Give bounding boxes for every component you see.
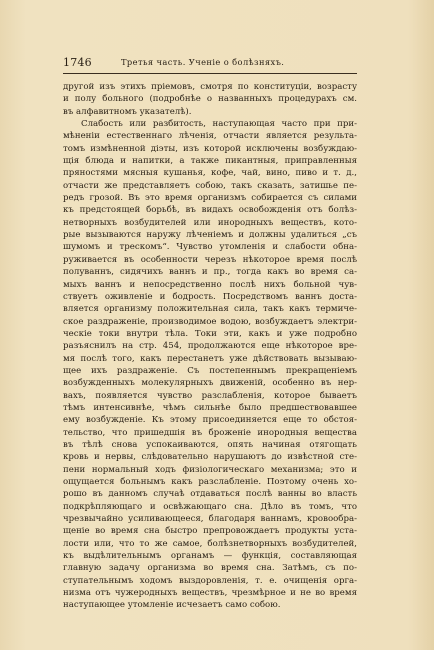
text-line: тельство, что пришедшія въ броженіе инородныя вещества [63, 427, 357, 438]
text-line: главную задачу организма во время сна. Затѣмъ, съ по- [63, 563, 357, 574]
text-line: ему возбужденіе. Къ этому присоединяется еще то обстоя- [63, 415, 357, 426]
text-line: наступающее утомленіе исчезаетъ само собою. [63, 600, 281, 611]
text-line: возбужденныхъ молекулярныхъ движеній, особенно въ нер- [63, 378, 357, 389]
text-line: ощущается больнымъ какъ разслабленіе. Поэтому очень хо- [63, 477, 357, 487]
text-line: низма отъ чужеродныхъ веществъ, чрезмѣрное и не во время [63, 588, 357, 599]
text-line: мыхъ ваннъ и непосредственно послѣ нихъ больной чув- [63, 279, 357, 290]
text-line: ческіе токи внутри тѣла. Токи эти, какъ и уже подробно [63, 328, 357, 339]
text-line: вляется организму положительная сила, такъ какъ термиче- [63, 304, 357, 315]
header-rule [63, 73, 357, 74]
text-line: вахъ, появляется чувство разслабленія, которое бываетъ [63, 390, 357, 401]
text-line: къ предстоящей борьбѣ, въ видахъ освобожденія отъ болѣз- [63, 205, 357, 216]
page-number: 1746 [63, 56, 92, 69]
text-line: тѣмъ интенсивнѣе, чѣмъ сильнѣе было предшествовавшее [63, 402, 357, 413]
text-line: въ тѣлѣ снова успокаиваются, опять начиная отягощать [63, 439, 357, 450]
text-line: нетворныхъ возбудителей или инородныхъ веществъ, кото- [63, 217, 357, 228]
text-line: щее ихъ раздраженіе. Съ постепеннымъ прекращеніемъ [63, 365, 357, 376]
text-line: къ выдѣлительнымъ органамъ — функція, составляющая [63, 551, 357, 562]
text-line: щеніе во время сна быстро препровождаетъ продукты уста- [63, 526, 357, 537]
page-header [63, 56, 355, 70]
text-line: рошо въ данномъ случаѣ отдаваться послѣ ванны во власть [63, 489, 357, 500]
text-line: лости или, что то же самое, болѣзнетворныхъ возбудителей, [63, 538, 357, 549]
text-line: ствуетъ оживленіе и бодрость. Посредствомъ ваннъ доста- [63, 291, 357, 302]
text-line: томъ измѣненной діэты, изъ которой исключены возбуждаю- [63, 143, 357, 154]
text-line: въ алфавитномъ указателѣ). [63, 106, 192, 117]
text-line: рые вызываются наружу лѣченіемъ и должны удалиться „съ [63, 230, 357, 241]
text-line: полуваннъ, сидячихъ ваннъ и пр., тогда какъ во время са- [63, 267, 357, 278]
text-line: руживается въ особенности черезъ нѣкоторое время послѣ [63, 254, 357, 265]
text-line: щія блюда и напитки, а также пикантныя, приправленныя [63, 156, 357, 167]
text-line: Слабость или разбитость, наступающая часто при при- [81, 119, 357, 130]
text-line: и полу больного (подробнѣе о названныхъ процедурахъ см. [63, 94, 357, 105]
body-text [63, 81, 357, 612]
text-line: другой изъ этихъ пріемовъ, смотря по конституціи, возрасту [63, 82, 357, 92]
text-line: чрезвычайно усиливающееся, благодаря ваннамъ, кровообра- [63, 514, 357, 525]
text-line: пряностями мясныя кушанья, кофе, чай, вино, пиво и т. д., [63, 168, 357, 179]
text-line: мя послѣ того, какъ перестанетъ уже дѣйствовать вызываю- [63, 353, 357, 364]
text-line: пени нормальный ходъ физіологическаго механизма; это и [63, 464, 357, 475]
text-line: редъ грозой. Въ это время организмъ собирается съ силами [63, 193, 357, 204]
text-line: подкрѣпляющаго и освѣжающаго сна. Дѣло въ томъ, что [63, 501, 357, 512]
text-line: отчасти же представляетъ собою, такъ сказать, затишье пе- [63, 180, 357, 191]
text-line: ское раздраженіе, производимое водою, возбуждаетъ электри- [63, 316, 357, 327]
text-line: разъяснилъ на стр. 454, продолжаются еще нѣкоторое вре- [63, 341, 357, 352]
running-title: Третья часть. Ученіе о болѣзняхъ. [121, 57, 285, 67]
text-line: ступательнымъ ходомъ выздоровленія, т. е. очищенія орга- [63, 575, 357, 586]
text-line: мѣненіи естественнаго лѣченія, отчасти является результа- [63, 131, 357, 142]
text-line: шумомъ и трескомъ“. Чувство утомленія и слабости обна- [63, 242, 357, 253]
text-line: кровь и нервы, слѣдовательно нарушаютъ до извѣстной сте- [63, 452, 357, 463]
